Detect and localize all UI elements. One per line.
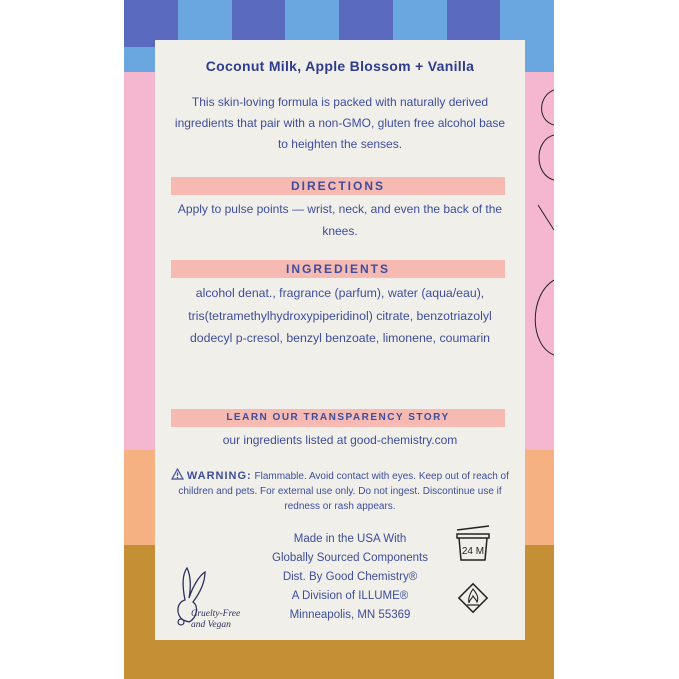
warning-block	[155, 468, 525, 514]
open-jar-icon	[453, 524, 495, 566]
label-panel	[155, 40, 525, 640]
made-line: Globally Sourced Components	[272, 552, 428, 564]
made-in-block	[250, 530, 450, 625]
transparency-text: our ingredients listed at good-chemistry.com	[222, 433, 458, 447]
transparency-heading: LEARN OUR TRANSPARENCY STORY	[171, 409, 505, 427]
cruelty-free-line1: Cruelty-Free	[191, 609, 241, 619]
made-line: Minneapolis, MN 55369	[289, 609, 411, 621]
scent-title: Coconut Milk, Apple Blossom + Vanilla	[205, 58, 475, 74]
warning-triangle-icon	[171, 468, 184, 480]
directions-heading: DIRECTIONS	[171, 177, 505, 195]
warning-text: Flammable. Avoid contact with eyes. Keep out of reach of children and pets. For external use only. Do not ingest. Discontinue use if redness or rash appears.	[178, 471, 509, 512]
intro-text: This skin-loving formula is packed with naturally derived ingredients that pair with a non-GMO, gluten free alcohol base to heighten the senses.	[174, 95, 506, 151]
directions-text: Apply to pulse points — wrist, neck, and even the back of the knees.	[177, 202, 503, 238]
made-line: Made in the USA With	[293, 533, 407, 545]
made-line: Dist. By Good Chemistry®	[282, 571, 418, 583]
pao-label: 24 M	[461, 546, 485, 557]
cruelty-free-line2: and Vegan	[191, 620, 231, 630]
ingredients-text: alcohol denat., fragrance (parfum), water (aqua/eau), tris(tetramethylhydroxypiperidinol) citrate, benzotriazolyl dodecyl p-cresol, benzyl benzoate, limonene, coumarin	[188, 286, 492, 345]
decorative-outline-art	[524, 80, 554, 380]
bunny-icon	[169, 562, 241, 632]
ingredients-heading: INGREDIENTS	[171, 260, 505, 278]
flammable-icon	[455, 580, 491, 616]
made-line: A Division of ILLUME®	[291, 590, 409, 602]
warning-label: WARNING:	[186, 470, 252, 482]
